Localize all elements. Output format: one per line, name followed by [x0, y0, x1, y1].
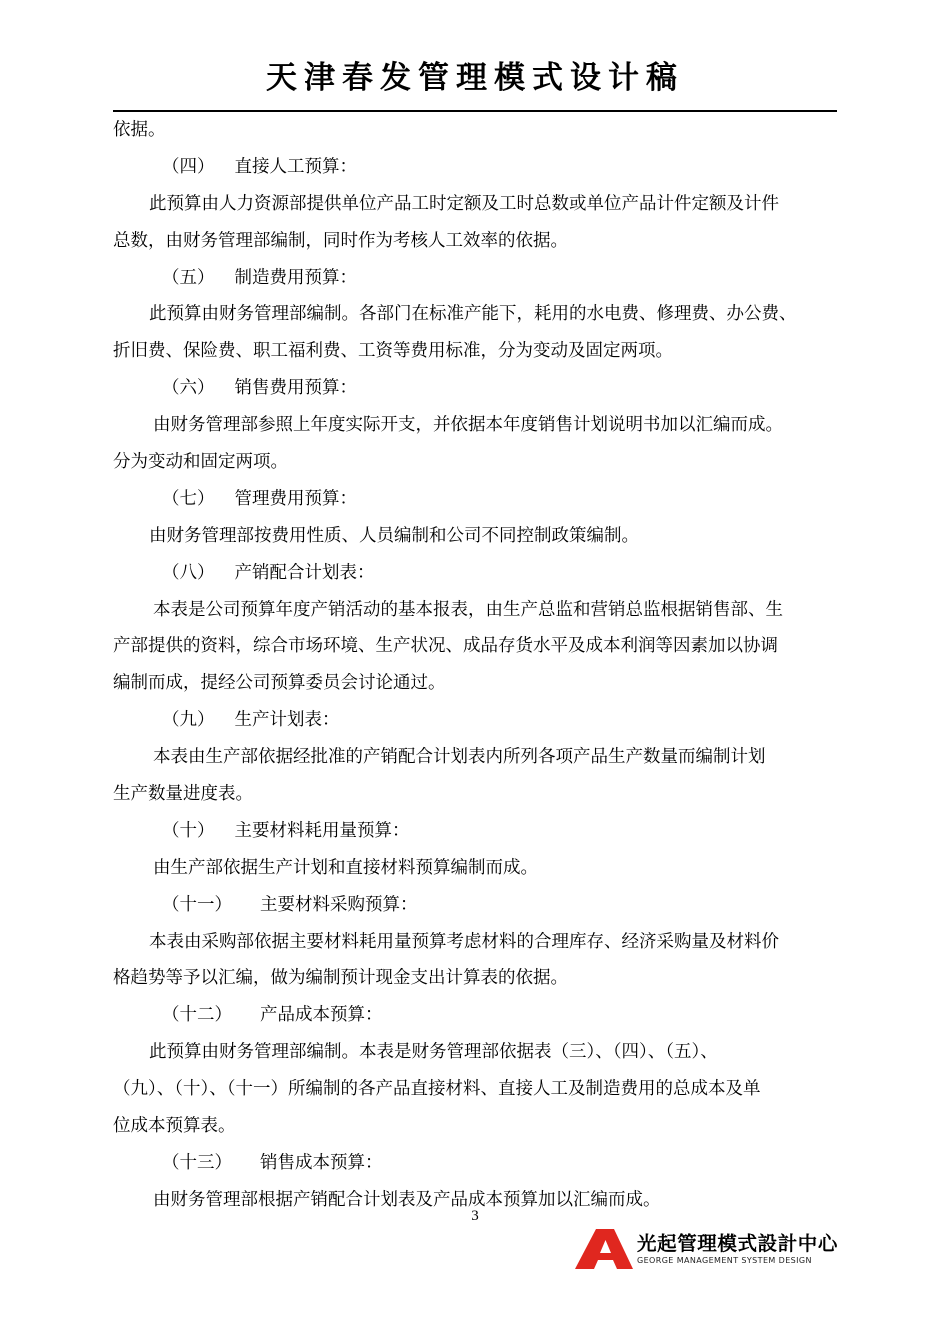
- paragraph-line: 此预算由人力资源部提供单位产品工时定额及工时总数或单位产品计件定额及计件: [149, 193, 779, 214]
- section-heading-6: [113, 373, 837, 410]
- header-divider: [113, 110, 837, 112]
- paragraph-line: 折旧费、保险费、职工福利费、工资等费用标准，分为变动及固定两项。: [113, 341, 673, 362]
- paragraph-line: 由财务管理部参照上年度实际开支，并依据本年度销售计划说明书加以汇编而成。: [153, 415, 783, 436]
- section-number: （五）: [162, 267, 215, 288]
- paragraph-line: 本表由采购部依据主要材料耗用量预算考虑材料的合理库存、经济采购量及材料价: [149, 931, 779, 952]
- logo-english-name: GEORGE MANAGEMENT SYSTEM DESIGN: [637, 1256, 812, 1265]
- paragraph-line: 格趋势等予以汇编，做为编制预计现金支出计算表的依据。: [113, 968, 568, 989]
- paragraph-line: 此预算由财务管理部编制。本表是财务管理部依据表（三）、（四）、（五）、: [149, 1042, 718, 1063]
- section-title: 产销配合计划表：: [234, 562, 375, 583]
- section-heading-10: [113, 816, 837, 853]
- section-number: （十三）: [162, 1152, 232, 1173]
- page-header-title: 天津春发管理模式设计稿: [266, 60, 684, 96]
- paragraph-line: 由财务管理部按费用性质、人员编制和公司不同控制政策编制。: [149, 525, 639, 546]
- logo-company-name: 光起管理模式設計中心: [637, 1232, 839, 1255]
- section-heading-9: [113, 705, 837, 742]
- section-heading-4: [113, 152, 837, 189]
- section-title: 管理费用预算：: [234, 488, 357, 509]
- logo-a-mark-icon: [575, 1228, 633, 1270]
- paragraph-line: （九）、（十）、（十一）所编制的各产品直接材料、直接人工及制造费用的总成本及单: [113, 1079, 761, 1100]
- document-body: [113, 115, 837, 1222]
- section-number: （九）: [162, 710, 215, 731]
- paragraph-line: 本表是公司预算年度产销活动的基本报表，由生产总监和营销总监根据销售部、生: [153, 599, 783, 620]
- company-logo: [575, 1228, 840, 1270]
- section-title: 产品成本预算：: [260, 1005, 383, 1026]
- paragraph-line: 总数，由财务管理部编制，同时作为考核人工效率的依据。: [113, 230, 568, 251]
- paragraph-line: 此预算由财务管理部编制。各部门在标准产能下，耗用的水电费、修理费、办公费、: [149, 304, 797, 325]
- section-number: （六）: [162, 378, 215, 399]
- paragraph-line: 由生产部依据生产计划和直接材料预算编制而成。: [153, 857, 538, 878]
- section-number: （十二）: [162, 1005, 232, 1026]
- section-number: （十一）: [162, 894, 232, 915]
- section-heading-8: [113, 558, 837, 595]
- section-title: 主要材料耗用量预算：: [234, 820, 410, 841]
- paragraph-line: 产部提供的资料，综合市场环境、生产状况、成品存货水平及成本利润等因素加以协调: [113, 636, 778, 657]
- section-title: 制造费用预算：: [234, 267, 357, 288]
- section-heading-5: [113, 263, 837, 300]
- section-title: 主要材料采购预算：: [260, 894, 418, 915]
- section-title: 销售费用预算：: [234, 378, 357, 399]
- section-title: 销售成本预算：: [260, 1152, 383, 1173]
- paragraph-line: 本表由生产部依据经批准的产销配合计划表内所列各项产品生产数量而编制计划: [153, 747, 766, 768]
- section-number: （十）: [162, 820, 215, 841]
- paragraph-line: 位成本预算表。: [113, 1116, 236, 1137]
- section-heading-12: [113, 1000, 837, 1037]
- paragraph-line: 分为变动和固定两项。: [113, 452, 288, 473]
- section-title: 生产计划表：: [234, 710, 340, 731]
- paragraph-line: 生产数量进度表。: [113, 784, 253, 805]
- section-number: （八）: [162, 562, 215, 583]
- section-number: （七）: [162, 488, 215, 509]
- section-number: （四）: [162, 156, 215, 177]
- paragraph-line: 由财务管理部根据产销配合计划表及产品成本预算加以汇编而成。: [153, 1189, 661, 1210]
- paragraph-line: 编制而成，提经公司预算委员会讨论通过。: [113, 673, 446, 694]
- section-heading-13: [113, 1148, 837, 1185]
- section-heading-11: [113, 890, 837, 927]
- section-heading-7: [113, 484, 837, 521]
- section-title: 直接人工预算：: [234, 156, 357, 177]
- paragraph-line: 依据。: [113, 120, 166, 140]
- page-number: 3: [471, 1208, 479, 1224]
